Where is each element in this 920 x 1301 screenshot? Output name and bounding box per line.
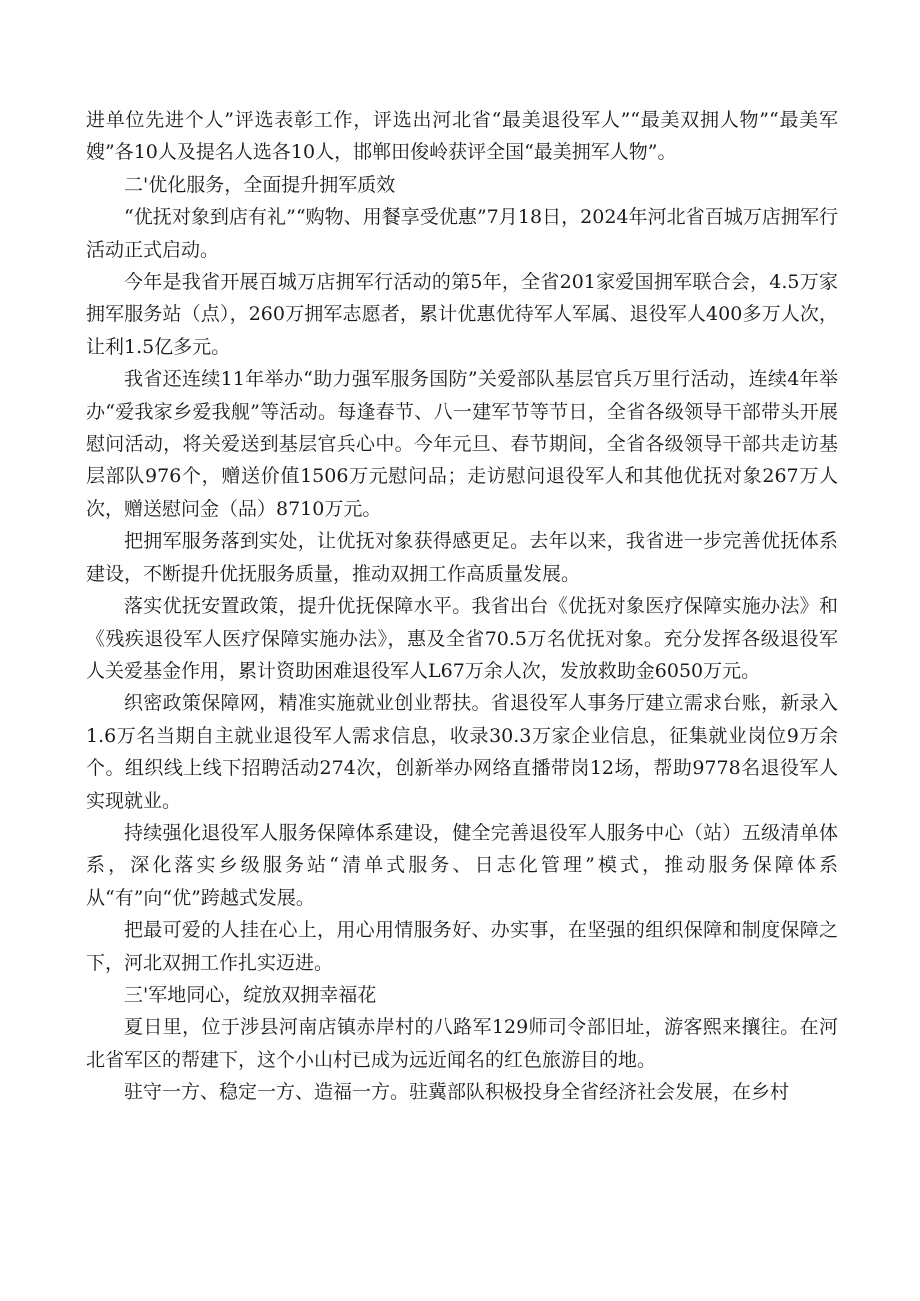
paragraph: 夏日里，位于涉县河南店镇赤岸村的八路军129师司令部旧址，游客熙来攘往。在河北省军区的帮建下，这个小山村已成为远近闻名的红色旅游目的地。 (86, 1016, 838, 1071)
paragraph: 持续强化退役军人服务保障体系建设，健全完善退役军人服务中心（站）五级清单体系，深化落实乡级服务站“清单式服务、日志化管理”模式，推动服务保障体系从“有”向“优”跨越式发展。 (86, 821, 838, 909)
section-heading-2: 二'优化服务，全面提升拥军质效 (124, 173, 396, 196)
paragraph: 把最可爱的人挂在心上，用心用情服务好、办实事，在坚强的组织保障和制度保障之下，河北双拥工作扎实迈进。 (86, 919, 838, 974)
paragraph: 把拥军服务落到实处，让优抚对象获得感更足。去年以来，我省进一步完善优抚体系建设，不断提升优抚服务质量，推动双拥工作高质量发展。 (86, 530, 838, 585)
paragraph: 落实优抚安置政策，提升优抚保障水平。我省出台《优抚对象医疗保障实施办法》和《残疾退役军人医疗保障实施办法》，惠及全省70.5万名优抚对象。充分发挥各级退役军人关爱基金作用，累计资助困难退役军人L67万余人次，发放救助金6050万元。 (86, 595, 838, 682)
paragraph: 今年是我省开展百城万店拥军行活动的第5年，全省201家爱国拥军联合会，4.5万家拥军服务站（点），260万拥军志愿者，累计优惠优待军人军属、退役军人400多万人次，让利1.5亿多元。 (86, 271, 838, 358)
article-body (86, 104, 838, 1109)
paragraph-continuation: 进单位先进个人”评选表彰工作，评选出河北省“最美退役军人”“最美双拥人物”“最美军嫂”各10人及提名人选各10人，邯郸田俊岭获评全国“最美拥军人物”。 (86, 109, 838, 164)
section-heading-3: 三'军地同心，绽放双拥幸福花 (124, 983, 377, 1006)
paragraph: 织密政策保障网，精准实施就业创业帮扶。省退役军人事务厅建立需求台账，新录入1.6万名当期自主就业退役军人需求信息，收录30.3万家企业信息，征集就业岗位9万余个。组织线上线下招聘活动274次，创新举办网络直播带岗12场，帮助9778名退役军人实现就业。 (86, 692, 838, 812)
paragraph: 驻守一方、稳定一方、造福一方。驻冀部队积极投身全省经济社会发展，在乡村 (124, 1081, 790, 1104)
paragraph: “优抚对象到店有礼”“购物、用餐享受优惠”7月18日，2024年河北省百城万店拥军行活动正式启动。 (86, 206, 838, 261)
paragraph: 我省还连续11年举办“助力强军服务国防”关爱部队基层官兵万里行活动，连续4年举办“爱我家乡爱我舰”等活动。每逢春节、八一建军节等节日，全省各级领导干部带头开展慰问活动，将关爱送到基层官兵心中。今年元旦、春节期间，全省各级领导干部共走访基层部队976个，赠送价值1506万元慰问品；走访慰问退役军人和其他优抚对象267万人次，赠送慰问金（品）8710万元。 (86, 368, 838, 520)
